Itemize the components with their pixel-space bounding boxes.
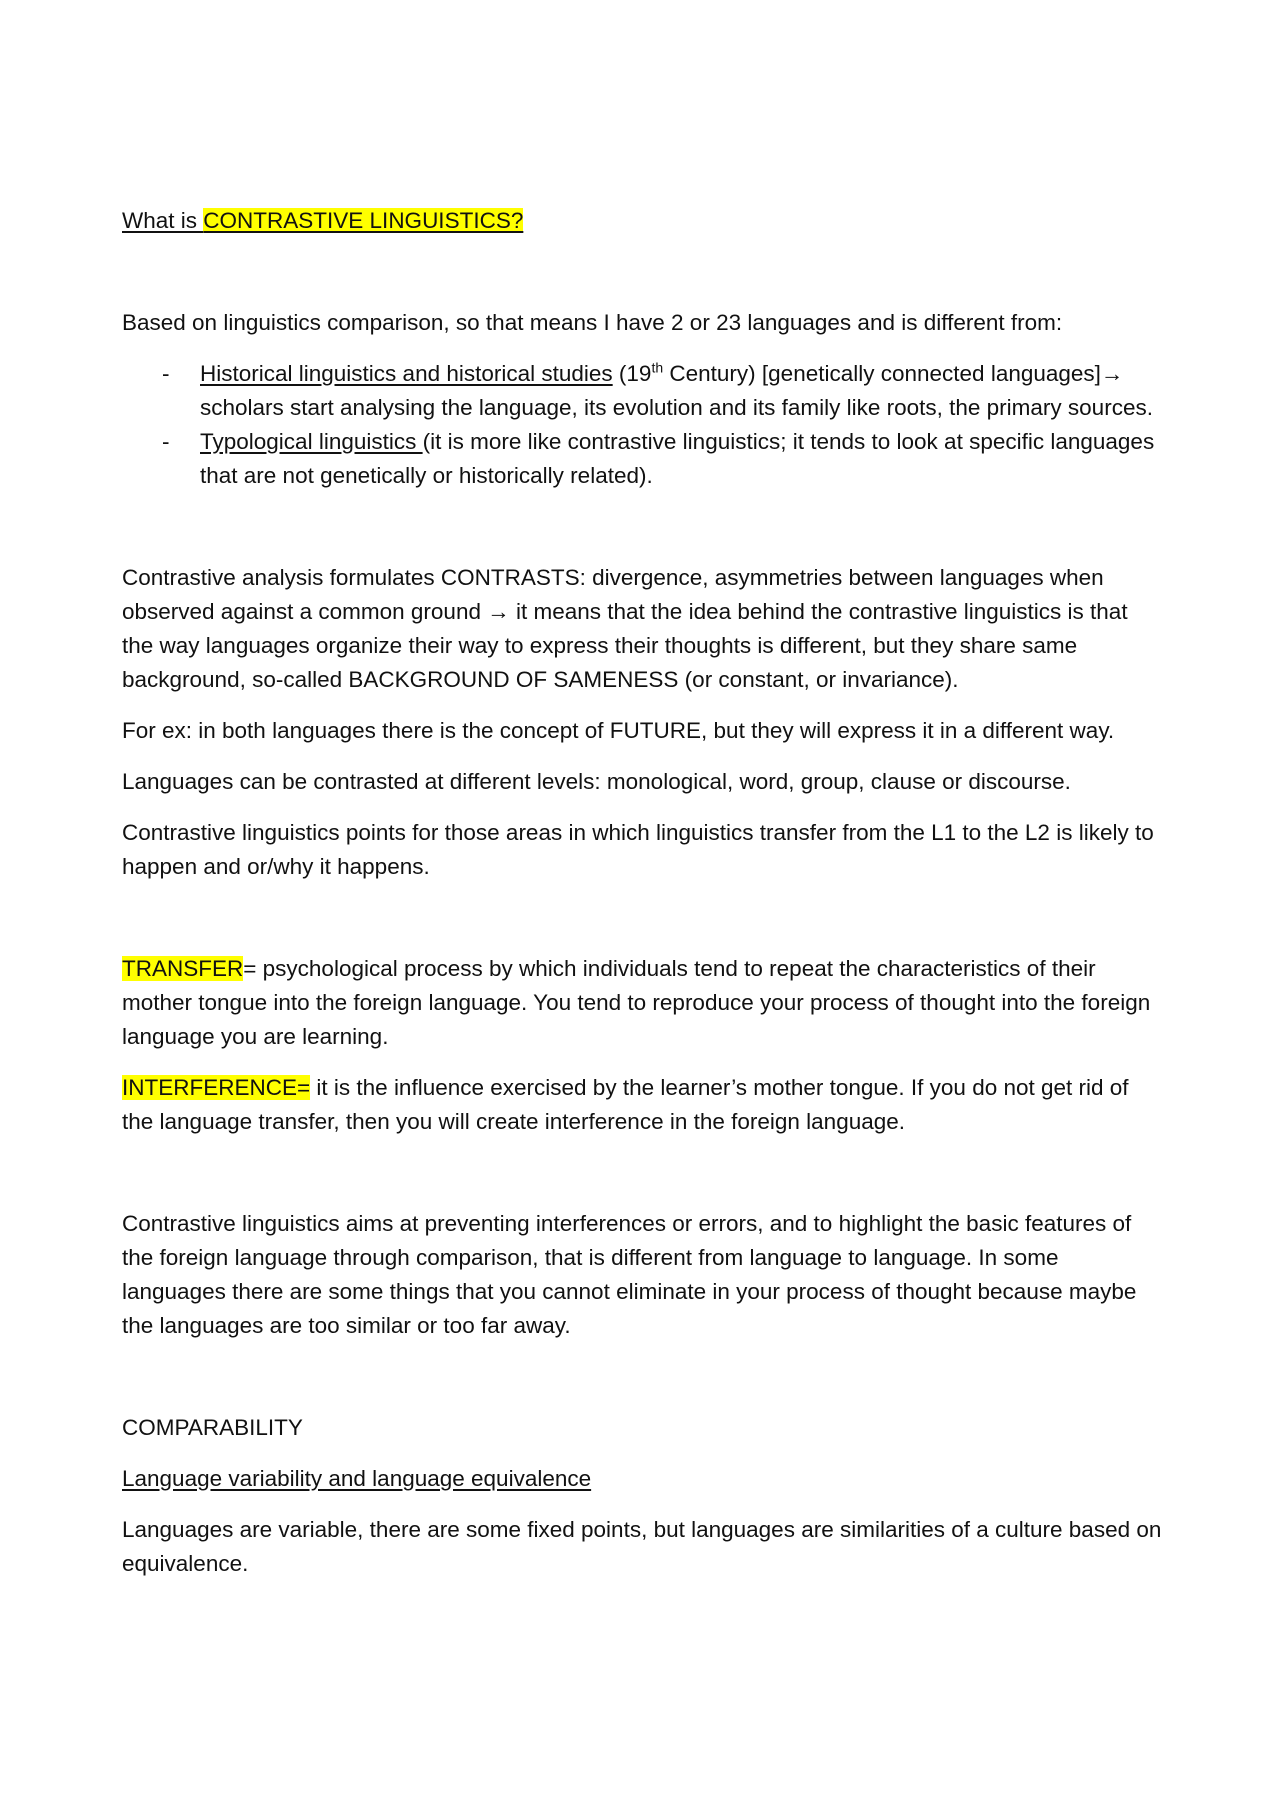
intro-paragraph: Based on linguistics comparison, so that means I have 2 or 23 languages and is different from: [122,310,1063,335]
interference-definition: INTERFERENCE= it is the influence exercised by the learner’s mother tongue. If you do not get rid of the language transfer, then you will create interference in the foreign language. [122,1075,1129,1134]
variability-paragraph: Languages are variable, there are some fixed points, but languages are similarities of a culture based on equivalence. [122,1517,1162,1576]
list-item: - Historical linguistics and historical studies (19th Century) [genetically connected languages]→ scholars start analysing the language, its evolution and its family like roots, the primary sources. [122,357,1162,425]
aims-paragraph: Contrastive linguistics aims at preventing interferences or errors, and to highlight the basic features of the foreign language through comparison, that is different from language to language. In some languages there are some things that you cannot eliminate in your process of thought because maybe the languages are too similar or too far away. [122,1211,1137,1338]
transfer-areas-paragraph: Contrastive linguistics points for those areas in which linguistics transfer from the L1 to the L2 is likely to happen and or/why it happens. [122,820,1154,879]
title-highlight: CONTRASTIVE LINGUISTICS? [203,208,524,233]
variability-subheading: Language variability and language equivalence [122,1466,592,1491]
document-title [122,204,1162,238]
comparison-list [122,357,1162,493]
interference-term: INTERFERENCE= [122,1075,311,1100]
title-prefix: What is [122,208,204,233]
comparability-heading: COMPARABILITY [122,1415,303,1440]
example-paragraph: For ex: in both languages there is the concept of FUTURE, but they will express it in a different way. [122,718,1115,743]
dash-bullet: - [162,429,170,454]
historical-linguistics-term: Historical linguistics and historical studies [200,361,613,386]
transfer-definition: TRANSFER= psychological process by which individuals tend to repeat the characteristics of their mother tongue into the foreign language. You tend to reproduce your process of thought into the foreign language you are learning. [122,956,1151,1049]
typological-linguistics-term: Typological linguistics [200,429,423,454]
contrastive-analysis-paragraph: Contrastive analysis formulates CONTRASTS: divergence, asymmetries between languages when observed against a common ground → it means that the idea behind the contrastive linguistics is that the way languages organize their way to express their thoughts is different, but they share same background, so-called BACKGROUND OF SAMENESS (or constant, or invariance). [122,565,1128,692]
dash-bullet: - [162,361,170,386]
document-body [122,204,1162,1581]
levels-paragraph: Languages can be contrasted at different levels: monological, word, group, clause or discourse. [122,769,1071,794]
transfer-term: TRANSFER [122,956,244,981]
list-item: - Typological linguistics (it is more like contrastive linguistics; it tends to look at specific languages that are not genetically or historically related). [122,425,1162,493]
